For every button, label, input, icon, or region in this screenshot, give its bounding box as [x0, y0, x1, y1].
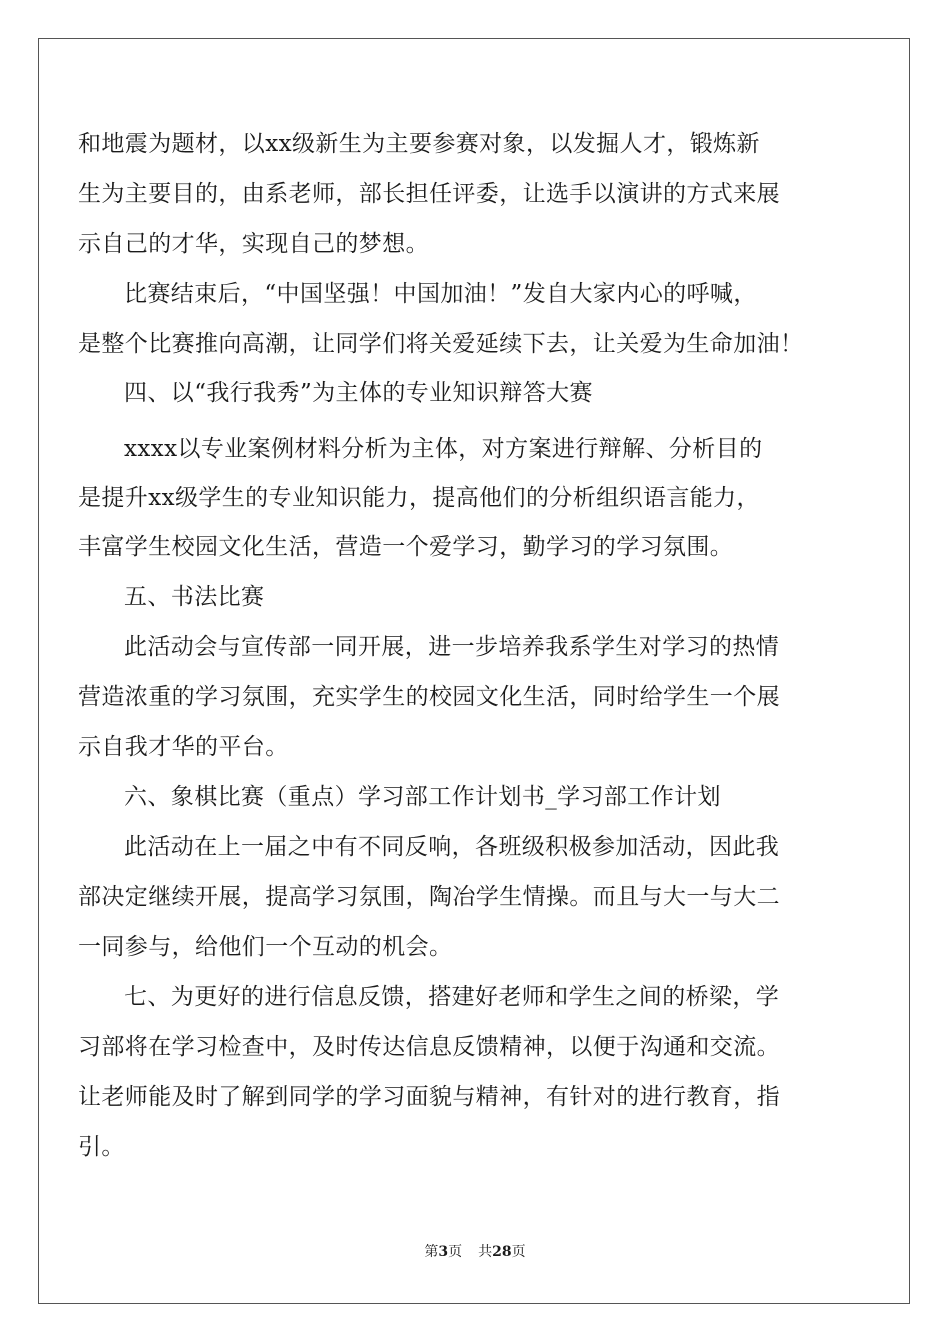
- text-line: 是整个比赛推向高潮，让同学们将关爱延续下去，让关爱为生命加油！: [78, 331, 804, 357]
- section-heading: 四、以“我行我秀”为主体的专业知识辩答大赛: [124, 380, 593, 406]
- text-line: 一同参与，给他们一个互动的机会。: [78, 934, 453, 960]
- total-prefix: 共: [478, 1244, 493, 1260]
- text-line: 部决定继续开展，提高学习氛围，陶冶学生情操。而且与大一与大二: [78, 884, 780, 910]
- text-line: 和地震为题材，以xx级新生为主要参赛对象，以发掘人才，锻炼新: [78, 131, 760, 157]
- text-line: 引。: [78, 1134, 125, 1160]
- text-line: 习部将在学习检查中，及时传达信息反馈精神，以便于沟通和交流。: [78, 1034, 780, 1060]
- total-pages: 28: [492, 1244, 512, 1260]
- text-line: 生为主要目的，由系老师，部长担任评委，让选手以演讲的方式来展: [78, 181, 780, 207]
- text-line: 丰富学生校园文化生活，营造一个爱学习，勤学习的学习氛围。: [78, 534, 734, 560]
- section-heading: 五、书法比赛: [124, 584, 265, 610]
- text-line: xxxx以专业案例材料分析为主体，对方案进行辩解、分析目的: [124, 436, 763, 462]
- section-heading: 六、象棋比赛（重点）学习部工作计划书_学习部工作计划: [124, 784, 721, 810]
- text-line: 示自我才华的平台。: [78, 734, 289, 760]
- text-line: 营造浓重的学习氛围，充实学生的校园文化生活，同时给学生一个展: [78, 684, 780, 710]
- page-number: 3: [438, 1244, 449, 1260]
- section-heading: 七、为更好的进行信息反馈，搭建好老师和学生之间的桥梁，学: [124, 984, 780, 1010]
- page-footer: [0, 1242, 950, 1262]
- text-line: 比赛结束后，“中国坚强！中国加油！”发自大家内心的呼喊，: [124, 281, 757, 307]
- page-prefix: 第: [424, 1244, 439, 1260]
- total-suffix: 页: [511, 1244, 526, 1260]
- text-line: 让老师能及时了解到同学的学习面貌与精神，有针对的进行教育，指: [78, 1084, 780, 1110]
- page-suffix: 页: [448, 1244, 463, 1260]
- text-line: 是提升xx级学生的专业知识能力，提高他们的分析组织语言能力，: [78, 485, 760, 511]
- text-line: 此活动会与宣传部一同开展，进一步培养我系学生对学习的热情: [124, 634, 780, 660]
- text-line: 示自己的才华，实现自己的梦想。: [78, 231, 429, 257]
- text-line: 此活动在上一届之中有不同反响，各班级积极参加活动，因此我: [124, 834, 780, 860]
